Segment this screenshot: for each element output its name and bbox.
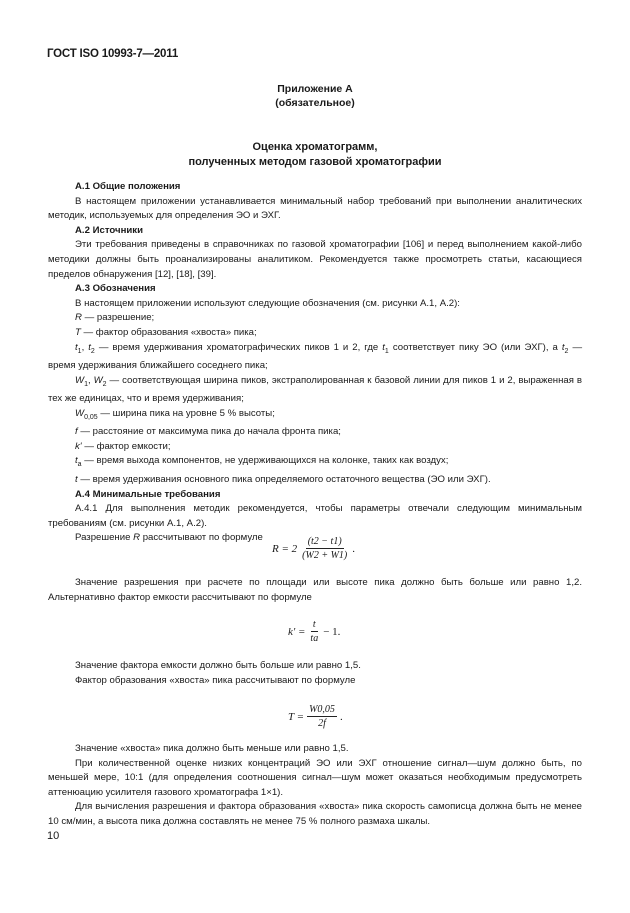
section-a1-text: В настоящем приложении устанавливается минимальный набор требований при выполнении аналитических методик, используемых для определения ЭО и ЭХГ. — [48, 195, 582, 222]
symbol-f-line: f — расстояние от максимума пика до начала фронта пика; — [75, 426, 341, 438]
formula-tailing: T = $\frac{W0,05}{2f}$ . — [288, 704, 343, 729]
section-a4-p6: Значение «хвоста» пика должно быть меньше или равно 1,5. — [75, 743, 349, 754]
heading-line-2: полученных методом газовой хроматографии — [188, 156, 442, 168]
section-a4-p4: Значение фактора емкости должно быть больше или равно 1,5. — [75, 660, 361, 671]
section-a2-text: Эти требования приведены в справочниках по газовой хроматографии [106] и перед выполнением какой-либо методики должны быть проанализированы аналитиком. Рекомендуется также просмотреть статьи, касающиеся пределов обнаружения [12], [18], [39]. — [48, 239, 582, 280]
body-block-main — [48, 180, 582, 546]
formula-capacity: k' = $\frac{t}{ta}$ − 1. — [288, 619, 341, 644]
annex-title: Приложение А — [277, 83, 353, 95]
formula-resolution: R = 2 $\frac{(t2 - t1)}{(W2 + W1)}$ . — [272, 536, 355, 561]
body-block-final — [48, 742, 582, 830]
heading-line-1: Оценка хроматограмм, — [252, 141, 378, 153]
symbol-tt-line: t — время удерживания основного пика определяемого остаточного вещества (ЭО или ЭХГ). — [75, 473, 491, 485]
section-a4-p5: Фактор образования «хвоста» пика рассчитывают по формуле — [75, 674, 356, 686]
standard-header: ГОСТ ISO 10993-7—2011 — [47, 48, 179, 60]
section-a4-p2: Разрешение R рассчитывают по формуле — [75, 532, 263, 544]
annex-status: (обязательное) — [275, 97, 355, 109]
section-a2-title: А.2 Источники — [75, 224, 143, 236]
symbol-ta-line: $t_a$ — время выхода компонентов, не удерживающихся на колонке, таких как воздух; — [75, 455, 449, 469]
section-a3-title: А.3 Обозначения — [75, 283, 156, 295]
symbol-r-line: R — разрешение; — [75, 312, 155, 324]
body-block-resolution — [48, 576, 582, 605]
symbol-t-line: T — фактор образования «хвоста» пика; — [75, 326, 257, 338]
section-a4-p3: Значение разрешения при расчете по площади или высоте пика должно быть больше или равно 1,2. Альтернативно фактор емкости рассчитывают по формуле — [48, 577, 582, 603]
symbol-w005-line: $W_{0,05}$ — ширина пика на уровне 5 % высоты; — [75, 407, 275, 421]
section-a1-title: А.1 Общие положения — [75, 181, 181, 192]
body-block-capacity — [48, 659, 582, 688]
page-number: 10 — [47, 830, 60, 842]
section-a4-p7: При количественной оценке низких концентраций ЭО или ЭХГ отношение сигнал—шум должно быть, по меньшей мере, 10:1 (для определения соотношения сигнал—шум может оказаться необходимым предусмотреть аттенюацию усилителя газового хроматографа 1×1). — [48, 757, 582, 798]
section-a4-p8: Для вычисления разрешения и фактора образования «хвоста» пика скорость самописца должна быть не менее 10 см/мин, а высота пика должна составлять не менее 75 % полного размаха шкалы. — [48, 801, 582, 827]
section-a3-intro: В настоящем приложении используют следующие обозначения (см. рисунки А.1, А.2): — [75, 297, 460, 309]
symbol-t1t2-line: $t_1$, $t_2$ — время удерживания хроматографических пиков 1 и 2, где $t_1$ соответствует пику ЭО (или ЭХГ), а $t_2$ — время удерживания ближайшего соседнего пика; — [48, 341, 583, 372]
symbol-w1w2-line: $W_1$, $W_2$ — соответствующая ширина пиков, экстраполированная к базовой линии для пиков 1 и 2, выраженная в тех же единицах, что и время удерживания; — [48, 374, 582, 405]
section-a4-title: А.4 Минимальные требования — [75, 488, 221, 500]
section-a4-p1: А.4.1 Для выполнения методик рекомендуется, чтобы параметры отвечали следующим минимальным требованиям (см. рисунки А.1, А.2). — [48, 503, 582, 529]
symbol-k-line: k' — фактор емкости; — [75, 440, 171, 452]
